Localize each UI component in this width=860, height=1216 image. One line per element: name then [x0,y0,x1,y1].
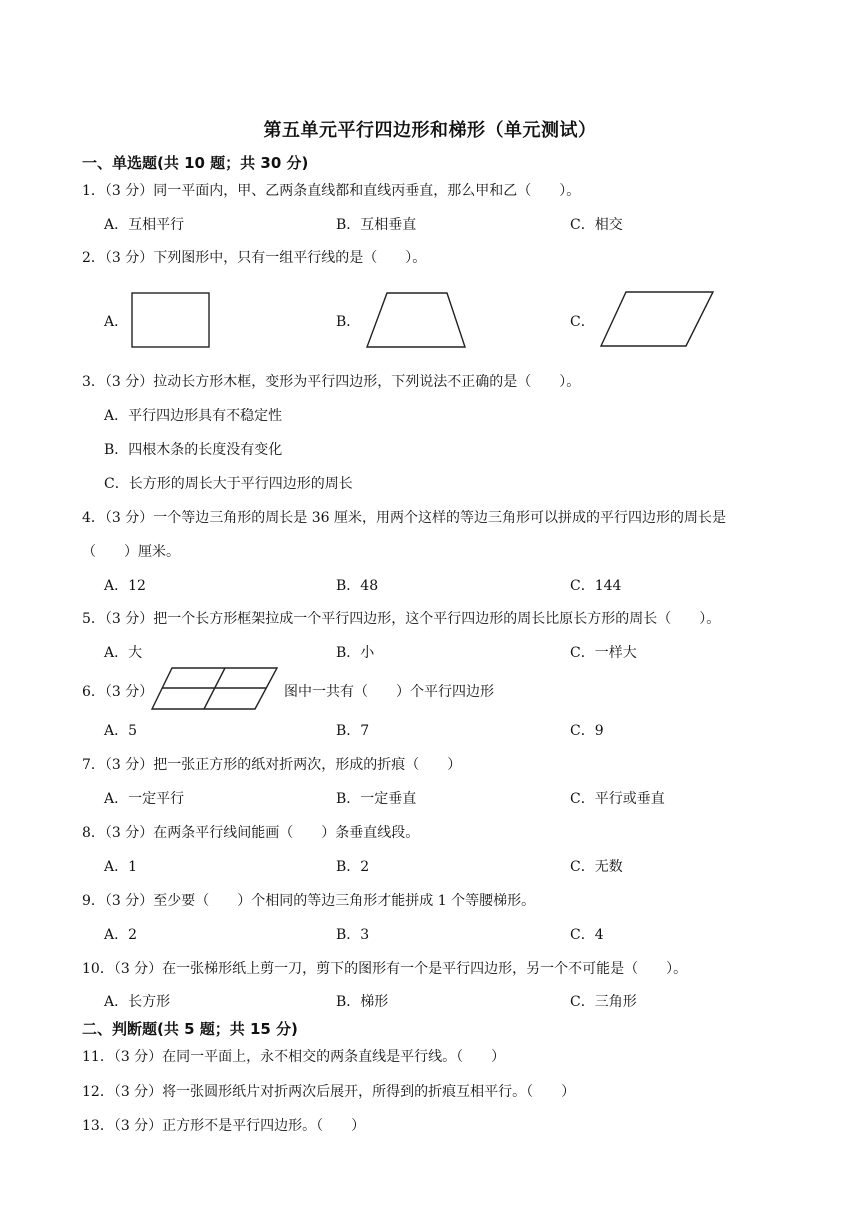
question-10-option-b[interactable]: B．梯形 [336,994,389,1010]
question-3-text: 3．（3 分）拉动长方形木框，变形为平行四边形，下列说法不正确的是（ ）。 [82,374,581,390]
page-title: 第五单元平行四边形和梯形（单元测试） [263,120,597,141]
question-6-option-b[interactable]: B．7 [336,723,370,739]
question-10-text: 10．（3 分）在一张梯形纸上剪一刀，剪下的图形有一个是平行四边形，另一个不可能是（ ）。 [82,961,688,977]
question-2-option-b[interactable]: B． [336,314,361,330]
section-heading-true-false: 二、判断题(共 5 题；共 15 分) [82,1020,298,1038]
question-6-prefix: 6．（3 分） [82,684,154,700]
question-9-option-a[interactable]: A．2 [104,927,138,943]
question-8-text: 8．（3 分）在两条平行线间能画（ ）条垂直线段。 [82,825,420,841]
question-3-option-b[interactable]: B．四根木条的长度没有变化 [104,442,283,458]
question-8-option-a[interactable]: A．1 [104,859,138,875]
question-1-option-b[interactable]: B．互相垂直 [336,217,417,233]
question-1-option-a[interactable]: A．互相平行 [104,217,185,233]
question-10-option-a[interactable]: A．长方形 [104,994,171,1010]
question-7-option-c[interactable]: C．平行或垂直 [570,791,665,807]
question-2-option-a[interactable]: A． [104,314,129,330]
question-8-option-b[interactable]: B．2 [336,859,370,875]
divided-parallelogram-figure-icon [150,666,280,712]
question-2-option-c[interactable]: C． [570,314,595,330]
rectangle-figure-icon [130,290,212,350]
question-7-option-a[interactable]: A．一定平行 [104,791,185,807]
question-5-text: 5．（3 分）把一个长方形框架拉成一个平行四边形，这个平行四边形的周长比原长方形的周长（ ）。 [82,611,721,627]
question-11-text: 11．（3 分）在同一平面上，永不相交的两条直线是平行线。（ ） [82,1049,506,1065]
question-9-option-b[interactable]: B．3 [336,927,370,943]
question-7-option-b[interactable]: B．一定垂直 [336,791,417,807]
question-9-text: 9．（3 分）至少要（ ）个相同的等边三角形才能拼成 1 个等腰梯形。 [82,893,536,909]
question-7-text: 7．（3 分）把一张正方形的纸对折两次，形成的折痕（ ） [82,757,462,773]
question-4-text-continued: （ ）厘米。 [82,544,180,560]
question-4-option-a[interactable]: A．12 [104,578,146,594]
question-9-option-c[interactable]: C．4 [570,927,604,943]
question-6-option-c[interactable]: C．9 [570,723,604,739]
trapezoid-figure-icon [364,290,468,350]
question-1-text: 1．（3 分）同一平面内，甲、乙两条直线都和直线丙垂直，那么甲和乙（ ）。 [82,183,581,199]
question-2-text: 2．（3 分）下列图形中，只有一组平行线的是（ ）。 [82,250,427,266]
question-12-text: 12．（3 分）将一张圆形纸片对折两次后展开，所得到的折痕互相平行。（ ） [82,1084,576,1100]
parallelogram-figure-icon [598,289,716,349]
question-3-option-a[interactable]: A．平行四边形具有不稳定性 [104,408,283,424]
section-heading-single-choice: 一、单选题(共 10 题；共 30 分) [82,154,309,172]
question-5-option-a[interactable]: A．大 [104,645,143,661]
question-4-option-b[interactable]: B．48 [336,578,379,594]
question-4-text: 4．（3 分）一个等边三角形的周长是 36 厘米，用两个这样的等边三角形可以拼成的平行四边形的周长是 [82,510,726,526]
question-1-option-c[interactable]: C．相交 [570,217,623,233]
question-4-option-c[interactable]: C．144 [570,578,622,594]
question-10-option-c[interactable]: C．三角形 [570,994,637,1010]
question-13-text: 13．（3 分）正方形不是平行四边形。（ ） [82,1118,366,1134]
question-8-option-c[interactable]: C．无数 [570,859,623,875]
question-3-option-c[interactable]: C．长方形的周长大于平行四边形的周长 [104,476,353,492]
question-5-option-c[interactable]: C．一样大 [570,645,637,661]
question-5-option-b[interactable]: B．小 [336,645,375,661]
question-6-text: 图中一共有（ ）个平行四边形 [284,684,494,700]
question-6-option-a[interactable]: A．5 [104,723,138,739]
